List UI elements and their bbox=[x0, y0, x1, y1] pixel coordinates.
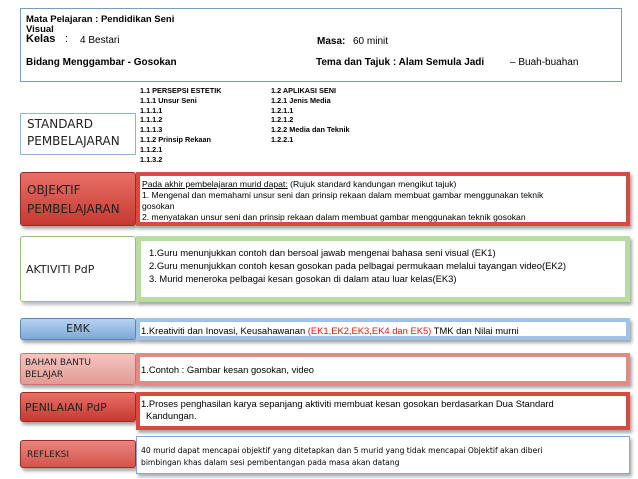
standard-col1-item: 1.1.1.1 bbox=[140, 105, 163, 115]
standard-col2-item: 1.2 APLIKASI SENI bbox=[271, 86, 337, 95]
objektif-intro bbox=[142, 179, 456, 190]
aktiviti-line1: 1.Guru menunjukkan contoh dan bersoal jawab mengenai bahasa seni visual (EK1) bbox=[149, 247, 496, 258]
standard-col1-item: 1.1.2 Prinsip Rekaan bbox=[140, 134, 211, 144]
tema-label: Tema dan Tajuk : Alam Semula Jadi bbox=[316, 57, 485, 68]
standard-col2-item: 1.2.1 Jenis Media bbox=[271, 95, 331, 105]
kelas-value: 4 Bestari bbox=[80, 35, 120, 46]
aktiviti-line3: 3. Murid meneroka pelbagai kesan gosokan di dalam atau luar kelas(EK3) bbox=[149, 273, 457, 284]
masa-value: 60 minit bbox=[353, 36, 389, 47]
refleksi-line2: bimbingan khas dalam sesi pembentangan pada masa akan datang bbox=[141, 458, 400, 467]
objektif-label-line2: PEMBELAJARAN bbox=[27, 202, 120, 216]
standard-col1-item: 1.1.2.1 bbox=[140, 144, 163, 154]
penilaian-line1: 1.Proses penghasilan karya sepanjang aktiviti membuat kesan gosokan berdasarkan Dua Standard bbox=[141, 398, 554, 409]
emk-label bbox=[20, 318, 136, 340]
objektif-label-line1: OBJEKTIF bbox=[27, 183, 81, 197]
emk-label-text: EMK bbox=[66, 322, 90, 335]
bahan-label-line2: BELAJAR bbox=[25, 370, 64, 380]
emk-box bbox=[136, 318, 630, 340]
bahan-label bbox=[20, 353, 136, 385]
standard-label-line2: PEMBELAJARAN bbox=[27, 134, 120, 148]
subject-label-cont: Visual bbox=[26, 24, 54, 35]
standard-col2-item: 1.2.2.1 bbox=[271, 134, 294, 144]
kelas-separator: : bbox=[65, 33, 69, 45]
aktiviti-label-text: AKTIVITI PdP bbox=[26, 263, 95, 276]
standard-label-line1: STANDARD bbox=[27, 117, 94, 131]
aktiviti-label bbox=[20, 236, 136, 302]
objektif-line1: 1. Mengenal dan memahami unsur seni dan prinsip rekaan dalam membuat gambar menggunakan teknik bbox=[142, 190, 544, 200]
emk-suffix: TMK dan Nilai murni bbox=[431, 325, 519, 336]
kelas-label: Kelas bbox=[26, 33, 56, 45]
objektif-line3: 2. menyatakan unsur seni dan prinsip rekaan dalam membuat gambar menggunakan teknik gosokan bbox=[142, 212, 526, 222]
aktiviti-box bbox=[136, 236, 630, 302]
standard-col-aplikasi bbox=[271, 86, 350, 145]
standard-col2-item: 1.2.2 Media dan Teknik bbox=[271, 125, 350, 135]
penilaian-box bbox=[136, 392, 630, 430]
standard-col2-item: 1.2.1.2 bbox=[271, 115, 294, 125]
bahan-text: 1.Contoh : Gambar kesan gosokan, video bbox=[141, 364, 315, 375]
bahan-box bbox=[136, 353, 630, 385]
penilaian-label-text: PENILAIAN PdP bbox=[25, 401, 107, 414]
standard-col1-item: 1.1 PERSEPSI ESTETIK bbox=[140, 86, 222, 95]
tema-value: – Buah-buahan bbox=[510, 57, 579, 68]
objektif-line2: gosokan bbox=[142, 201, 175, 211]
standard-col1-item: 1.1.1.2 bbox=[140, 115, 163, 125]
standard-col1-item: 1.1.1.3 bbox=[140, 125, 163, 135]
refleksi-line1: 40 murid dapat mencapai objektif yang ditetapkan dan 5 murid yang tidak mencapai Objektif akan diberi bbox=[141, 446, 543, 455]
bidang-label: Bidang Menggambar - Gosokan bbox=[26, 57, 177, 68]
bahan-label-line1: BAHAN BANTU bbox=[25, 358, 91, 368]
refleksi-box bbox=[136, 436, 630, 474]
objektif-label bbox=[20, 172, 136, 226]
standard-label bbox=[20, 113, 136, 155]
header-box bbox=[20, 8, 622, 82]
emk-prefix: 1.Kreativiti dan Inovasi, Keusahawanan bbox=[141, 325, 308, 336]
refleksi-label-text: REFLEKSI bbox=[27, 450, 70, 460]
penilaian-label bbox=[20, 392, 136, 422]
penilaian-line2: Kandungan. bbox=[146, 410, 197, 421]
standard-col-persepsi bbox=[140, 86, 222, 164]
refleksi-label bbox=[20, 440, 136, 468]
objektif-intro-underlined: Pada akhir pembelajaran murid dapat: bbox=[142, 179, 288, 189]
objektif-box bbox=[136, 172, 630, 226]
aktiviti-line2: 2.Guru menunjukkan contoh kesan gosokan pada pelbagai permukaan melalui tayangan video(EK2) bbox=[149, 260, 566, 271]
standard-col2-item: 1.2.1.1 bbox=[271, 105, 294, 115]
masa-label: Masa: bbox=[317, 36, 346, 47]
standard-col1-item: 1.1.1 Unsur Seni bbox=[140, 95, 197, 105]
standard-col1-item: 1.1.3.2 bbox=[140, 154, 163, 164]
emk-highlight: (EK1,EK2,EK3,EK4 dan EK5) bbox=[307, 325, 432, 336]
subject-label: Mata Pelajaran : Pendidikan Seni bbox=[26, 14, 175, 25]
objektif-intro-rest: (Rujuk standard kandungan mengikut tajuk) bbox=[287, 179, 457, 189]
emk-text bbox=[141, 325, 519, 336]
